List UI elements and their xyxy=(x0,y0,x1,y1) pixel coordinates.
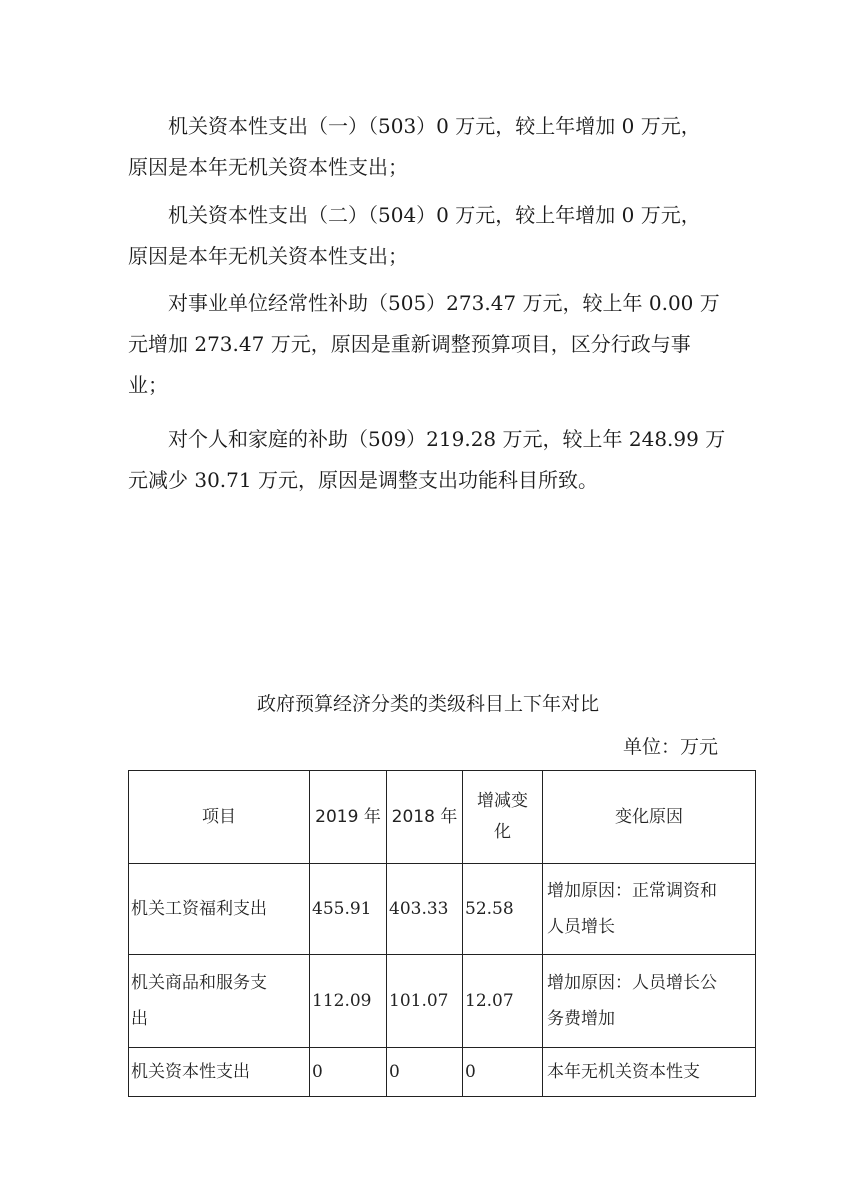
paragraph-line: 对事业单位经常性补助（505）273.47 万元，较上年 0.00 万 xyxy=(168,291,720,315)
paragraph-line: 机关资本性支出（二）（504）0 万元，较上年增加 0 万元， xyxy=(168,203,701,227)
cell-2018: 0 xyxy=(387,1048,463,1097)
header-change-line: 增减变 xyxy=(477,791,528,811)
cell-reason-line: 务费增加 xyxy=(547,1009,615,1029)
paragraph-household-subsidy-509 xyxy=(128,419,728,501)
header-change xyxy=(463,771,543,864)
cell-reason-line: 增加原因：正常调资和 xyxy=(547,881,717,901)
cell-2018: 101.07 xyxy=(387,955,463,1048)
cell-item-line: 机关商品和服务支 xyxy=(131,973,267,993)
header-reason: 变化原因 xyxy=(543,771,756,864)
header-2018: 2018 年 xyxy=(387,771,463,864)
paragraph-line: 原因是本年无机关资本性支出； xyxy=(128,155,408,179)
cell-change: 12.07 xyxy=(463,955,543,1048)
paragraph-line: 元增加 273.47 万元，原因是重新调整预算项目，区分行政与事 xyxy=(128,332,691,356)
cell-2018: 403.33 xyxy=(387,864,463,955)
cell-change: 52.58 xyxy=(463,864,543,955)
header-item: 项目 xyxy=(129,771,310,864)
cell-2019: 112.09 xyxy=(310,955,387,1048)
paragraph-subsidy-505 xyxy=(128,283,728,406)
header-2019: 2019 年 xyxy=(310,771,387,864)
paragraph-line: 原因是本年无机关资本性支出； xyxy=(128,244,408,268)
paragraph-capital-expense-504 xyxy=(128,195,728,277)
table-header-row xyxy=(129,771,756,864)
cell-change: 0 xyxy=(463,1048,543,1097)
table-title: 政府预算经济分类的类级科目上下年对比 xyxy=(256,693,599,715)
table-row xyxy=(129,864,756,955)
table-row xyxy=(129,1048,756,1097)
paragraph-line: 机关资本性支出（一）（503）0 万元，较上年增加 0 万元， xyxy=(168,114,701,138)
cell-item xyxy=(129,955,310,1048)
cell-reason xyxy=(543,864,756,955)
cell-reason-line: 人员增长 xyxy=(547,917,615,937)
cell-reason-line: 增加原因：人员增长公 xyxy=(547,973,717,993)
cell-2019: 0 xyxy=(310,1048,387,1097)
budget-comparison-table xyxy=(128,770,756,1097)
paragraph-line: 对个人和家庭的补助（509）219.28 万元，较上年 248.99 万 xyxy=(168,427,726,451)
cell-2019: 455.91 xyxy=(310,864,387,955)
cell-reason: 本年无机关资本性支 xyxy=(543,1048,756,1097)
header-change-line: 化 xyxy=(494,822,511,842)
cell-item: 机关资本性支出 xyxy=(129,1048,310,1097)
paragraph-capital-expense-503 xyxy=(128,106,728,188)
paragraph-line: 元减少 30.71 万元，原因是调整支出功能科目所致。 xyxy=(128,468,598,492)
paragraph-line: 业； xyxy=(128,373,168,397)
unit-label: 单位：万元 xyxy=(622,736,718,758)
cell-item-line: 出 xyxy=(131,1009,148,1029)
cell-reason xyxy=(543,955,756,1048)
cell-item: 机关工资福利支出 xyxy=(129,864,310,955)
table-row xyxy=(129,955,756,1048)
